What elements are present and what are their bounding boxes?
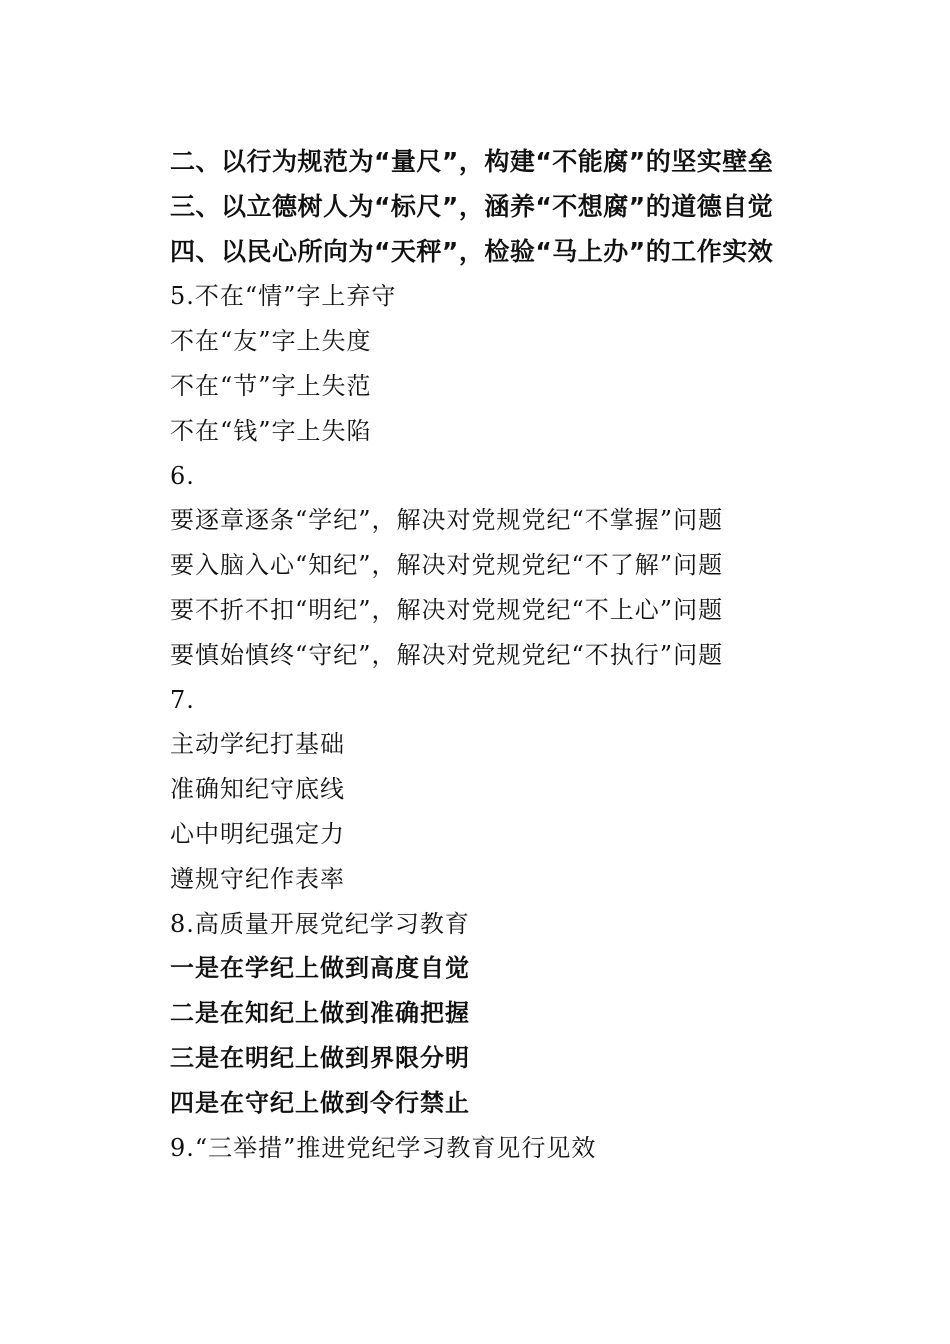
section-6-item: 要不折不扣“明纪”，解决对党规党纪“不上心”问题	[170, 595, 724, 624]
section-8-item: 一是在学纪上做到高度自觉	[170, 953, 470, 983]
heading-line-3: 三、以立德树人为“标尺”，涵养“不想腐”的道德自觉	[170, 191, 774, 221]
section-6-item: 要入脑入心“知纪”，解决对党规党纪“不了解”问题	[170, 551, 724, 580]
section-6-item: 要慎始慎终“守纪”，解决对党规党纪“不执行”问题	[170, 640, 724, 669]
document-body	[170, 140, 830, 1170]
section-7-item: 准确知纪守底线	[170, 775, 345, 804]
heading-line-2: 二、以行为规范为“量尺”，构建“不能腐”的坚实壁垒	[170, 147, 774, 176]
section-5-item: 不在“友”字上失度	[170, 327, 372, 356]
section-7-item: 心中明纪强定力	[170, 819, 345, 848]
section-5-item: 不在“节”字上失范	[170, 371, 372, 400]
section-5-item: 不在“钱”字上失陷	[170, 416, 372, 445]
section-8-item: 四是在守纪上做到令行禁止	[170, 1087, 470, 1117]
section-5-title: 5.不在“情”字上弃守	[170, 282, 397, 311]
section-7-item: 遵规守纪作表率	[170, 864, 345, 893]
heading-line-4: 四、以民心所向为“天秤”，检验“马上办”的工作实效	[170, 236, 774, 266]
section-6-number: 6.	[170, 461, 195, 490]
section-7-number: 7.	[170, 685, 195, 714]
section-6-item: 要逐章逐条“学纪”，解决对党规党纪“不掌握”问题	[170, 506, 724, 535]
section-8-item: 三是在明纪上做到界限分明	[170, 1042, 470, 1072]
section-8-item: 二是在知纪上做到准确把握	[170, 998, 470, 1028]
section-7-item: 主动学纪打基础	[170, 730, 345, 759]
section-8-title: 8.高质量开展党纪学习教育	[170, 909, 470, 938]
section-9-title: 9.“三举措”推进党纪学习教育见行见效	[170, 1133, 597, 1162]
